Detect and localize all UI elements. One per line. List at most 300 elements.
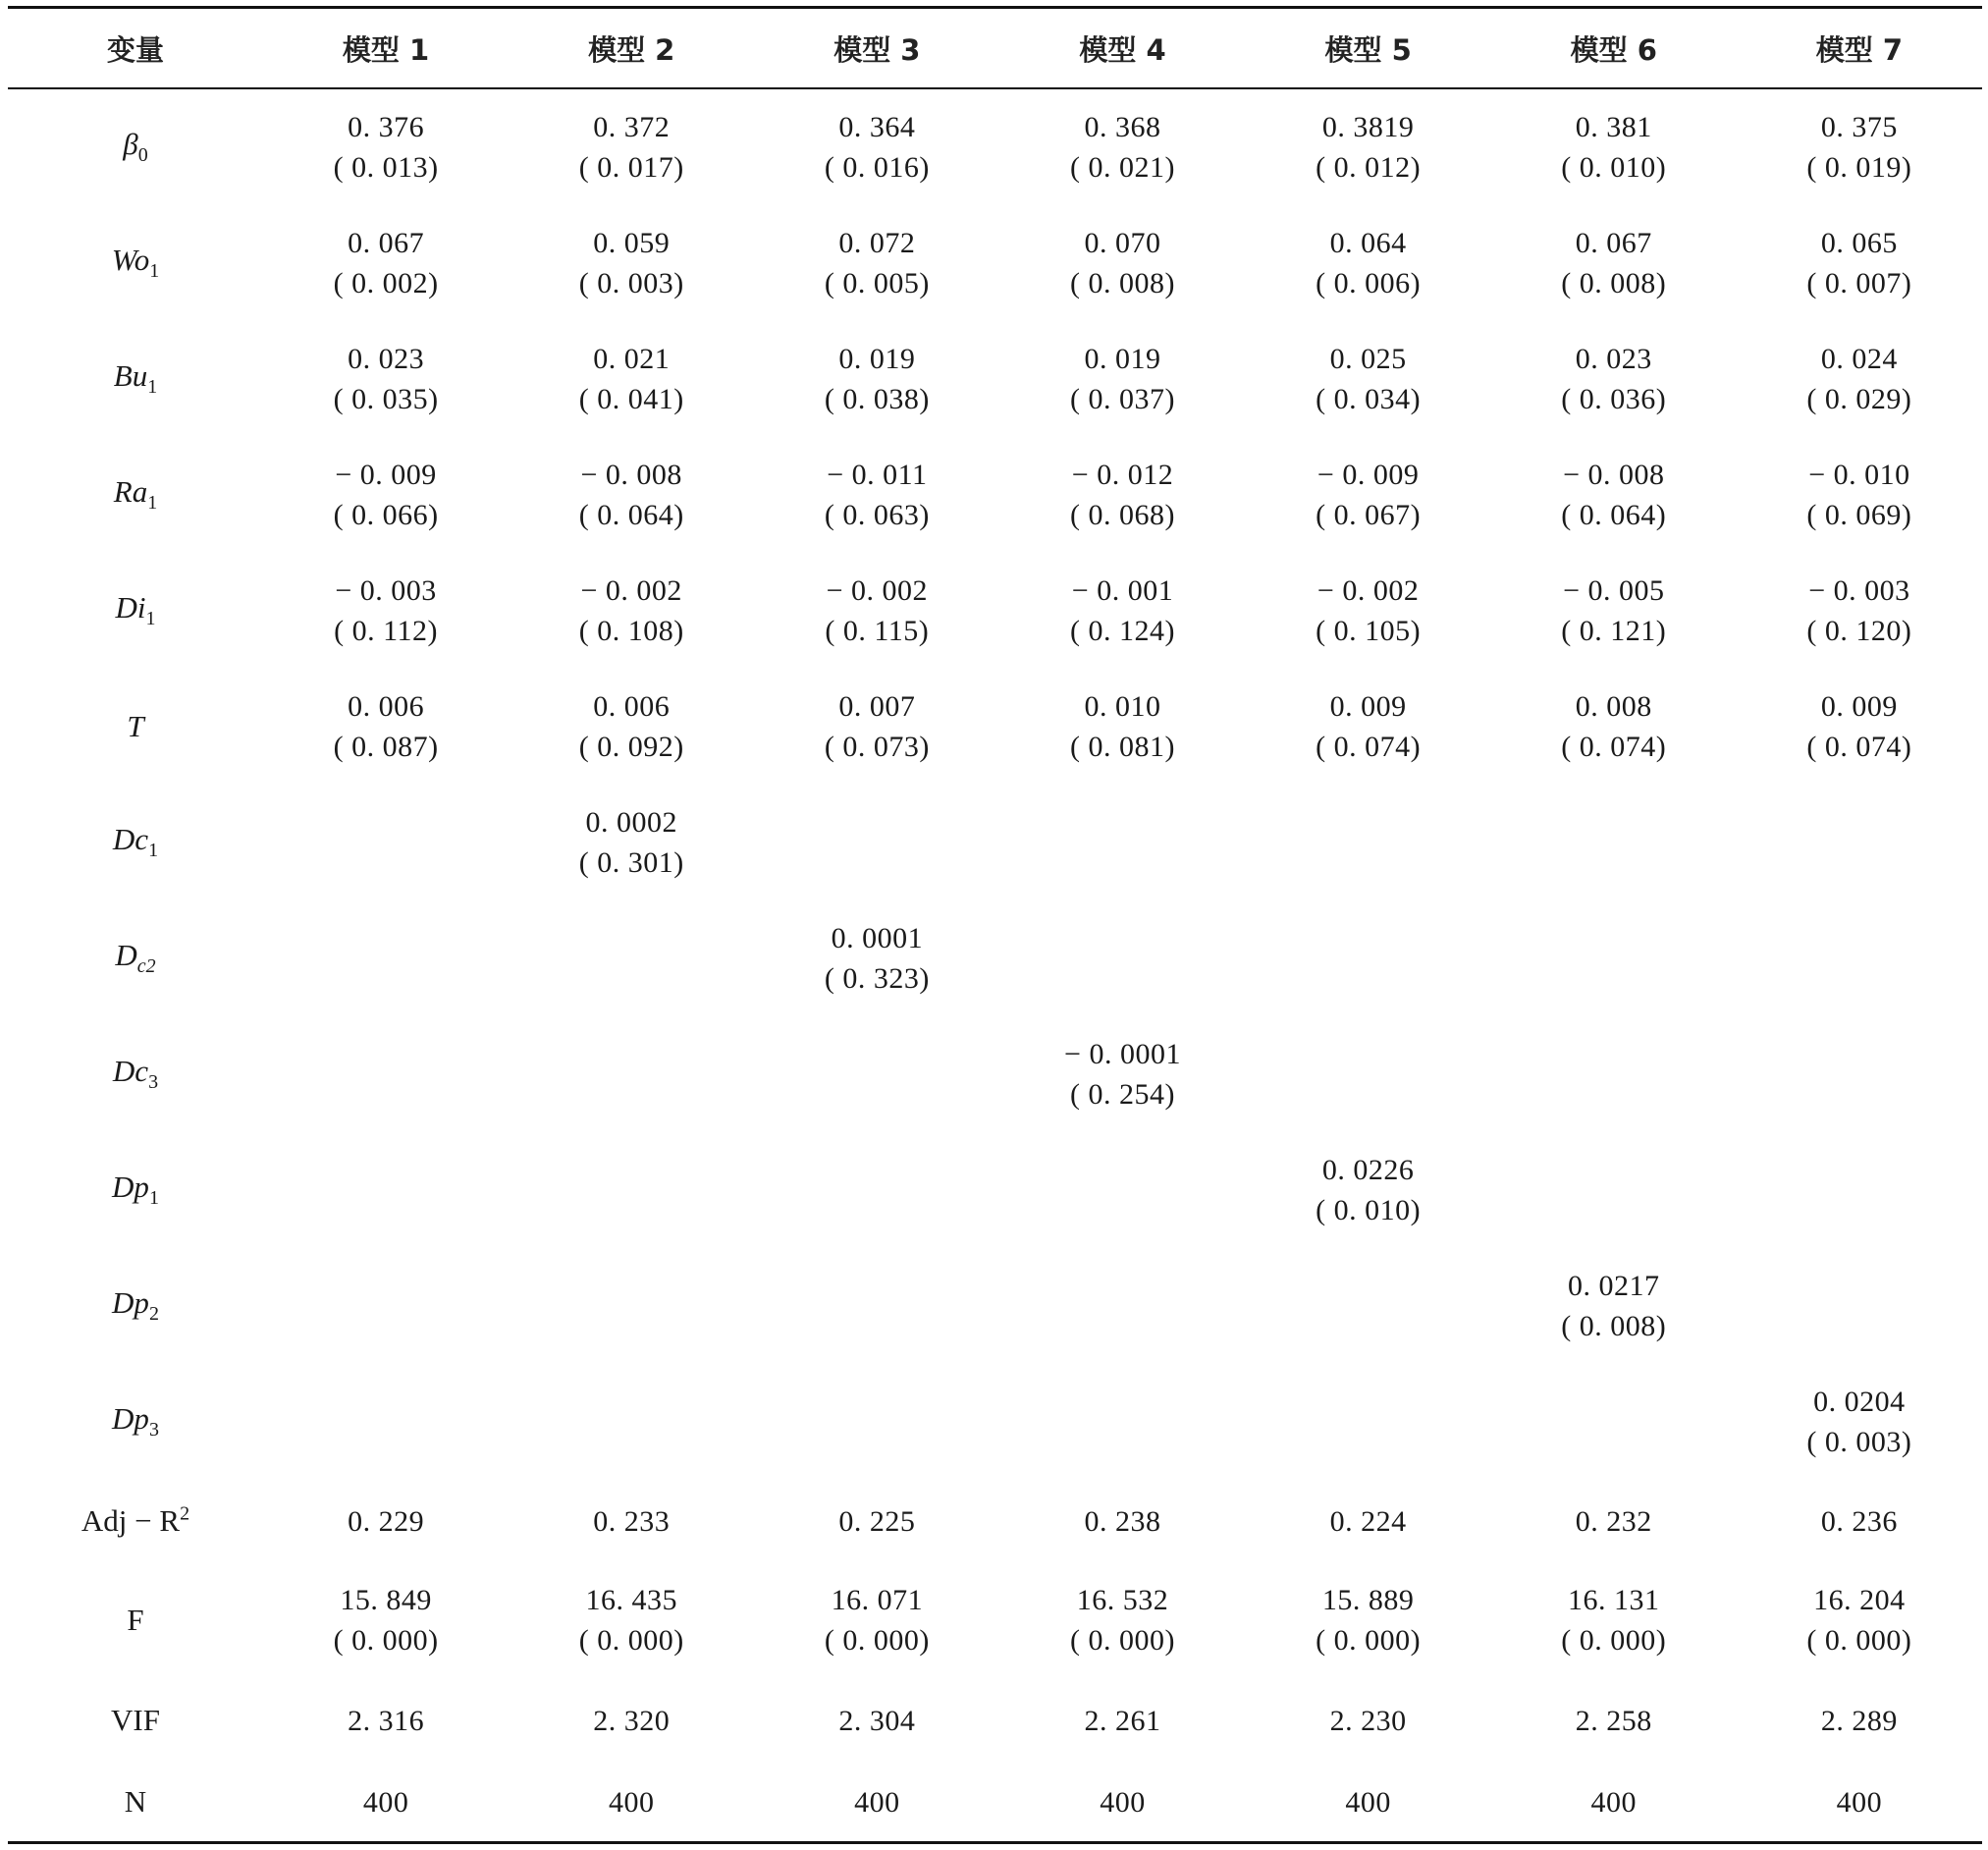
table-cell xyxy=(1737,1364,1982,1480)
table-cell xyxy=(1491,89,1737,205)
cell-value xyxy=(1246,107,1491,188)
table-cell xyxy=(263,553,509,669)
row-variable-label xyxy=(8,89,263,205)
table-cell xyxy=(509,321,754,437)
table-cell xyxy=(1491,1480,1737,1562)
cell-value xyxy=(999,1580,1245,1660)
table-cell xyxy=(999,1763,1245,1841)
table-cell xyxy=(1491,437,1737,553)
table-row xyxy=(8,1248,1982,1364)
table-cell xyxy=(754,89,999,205)
coefficient: 0. 006 xyxy=(348,690,425,723)
cell-value xyxy=(754,339,999,419)
std-error: ( 0. 041) xyxy=(578,383,684,415)
coefficient: − 0. 003 xyxy=(335,574,437,607)
std-error: ( 0. 092) xyxy=(578,731,684,763)
table-row xyxy=(8,553,1982,669)
coefficient: − 0. 002 xyxy=(1316,574,1420,607)
adj-r2-value: 0. 224 xyxy=(1329,1504,1407,1538)
cell-value xyxy=(1737,686,1982,767)
table-cell xyxy=(1491,205,1737,321)
table-row-adj-r2 xyxy=(8,1480,1982,1562)
vif-value: 2. 316 xyxy=(348,1704,425,1737)
table-row xyxy=(8,89,1982,205)
vif-value: 2. 258 xyxy=(1575,1704,1652,1737)
std-error: ( 0. 064) xyxy=(578,499,684,531)
variable-name xyxy=(115,590,156,630)
std-error: ( 0. 069) xyxy=(1806,499,1912,531)
std-error: ( 0. 017) xyxy=(578,151,684,184)
n-value: 400 xyxy=(1836,1785,1883,1819)
cell-value xyxy=(509,571,754,651)
row-variable-label xyxy=(8,321,263,437)
variable-name xyxy=(81,1503,189,1538)
row-variable-label xyxy=(8,1562,263,1678)
table-cell xyxy=(999,1016,1245,1132)
table-cell xyxy=(1491,900,1737,1016)
cell-value xyxy=(754,918,999,999)
table-cell xyxy=(754,669,999,785)
table-header xyxy=(8,9,1982,87)
vif-value: 2. 230 xyxy=(1329,1704,1407,1737)
table-cell xyxy=(1491,1016,1737,1132)
cell-value xyxy=(754,455,999,535)
table-body xyxy=(8,87,1982,1841)
row-variable-label xyxy=(8,553,263,669)
variable-subscript: 1 xyxy=(147,376,158,399)
cell-value xyxy=(263,686,509,767)
std-error: ( 0. 115) xyxy=(825,615,930,647)
coefficient: − 0. 003 xyxy=(1808,574,1910,607)
table-cell xyxy=(1737,1248,1982,1364)
header-model-5: 模型 5 xyxy=(1324,32,1412,67)
std-error: ( 0. 124) xyxy=(1070,615,1175,647)
table-cell xyxy=(263,1364,509,1480)
table-cell xyxy=(1737,1016,1982,1132)
table-cell xyxy=(1246,900,1491,1016)
cell-value xyxy=(999,339,1245,419)
coefficient: 0. 009 xyxy=(1820,690,1898,723)
row-variable-label xyxy=(8,437,263,553)
table-cell xyxy=(1737,1562,1982,1678)
vif-value: 2. 289 xyxy=(1820,1704,1898,1737)
table-cell xyxy=(263,1678,509,1763)
coefficient: 0. 072 xyxy=(838,227,916,259)
table-row-vif xyxy=(8,1678,1982,1763)
coefficient: − 0. 002 xyxy=(580,574,682,607)
row-variable-label xyxy=(8,1364,263,1480)
std-error: ( 0. 036) xyxy=(1561,383,1667,415)
table-cell xyxy=(754,437,999,553)
table-cell xyxy=(263,669,509,785)
std-error: ( 0. 067) xyxy=(1316,499,1422,531)
f-pvalue: ( 0. 000) xyxy=(824,1624,930,1657)
table-cell xyxy=(999,669,1245,785)
variable-subscript: 1 xyxy=(149,260,160,283)
cell-value xyxy=(999,223,1245,303)
cell-value xyxy=(509,455,754,535)
cell-value xyxy=(509,339,754,419)
regression-table xyxy=(8,6,1982,1844)
cell-value xyxy=(1491,455,1737,535)
coefficient: 0. 372 xyxy=(593,111,671,143)
vif-label: VIF xyxy=(111,1703,160,1737)
table-cell xyxy=(509,669,754,785)
table-cell xyxy=(263,205,509,321)
table-cell xyxy=(263,89,509,205)
table-cell xyxy=(263,1763,509,1841)
table-cell xyxy=(263,785,509,900)
table-cell xyxy=(1246,321,1491,437)
f-value: 15. 849 xyxy=(340,1584,432,1616)
cell-value xyxy=(999,455,1245,535)
table-cell xyxy=(1491,1562,1737,1678)
vif-value: 2. 261 xyxy=(1084,1704,1161,1737)
std-error: ( 0. 016) xyxy=(824,151,930,184)
table-cell xyxy=(1246,1016,1491,1132)
table-cell xyxy=(999,1678,1245,1763)
std-error: ( 0. 323) xyxy=(824,962,930,995)
coefficient: − 0. 005 xyxy=(1563,574,1665,607)
coefficient: 0. 368 xyxy=(1084,111,1161,143)
f-value: 15. 889 xyxy=(1321,1584,1415,1616)
table-cell xyxy=(509,1364,754,1480)
table-row xyxy=(8,437,1982,553)
coefficient: 0. 0204 xyxy=(1813,1386,1906,1418)
coefficient: − 0. 011 xyxy=(827,459,928,491)
variable-symbol: Dp xyxy=(112,1401,149,1437)
variable-name xyxy=(123,127,148,167)
table-cell xyxy=(999,1248,1245,1364)
coefficient: 0. 023 xyxy=(348,343,425,375)
cell-value xyxy=(509,1580,754,1660)
table-cell xyxy=(263,1016,509,1132)
table-cell xyxy=(1491,1248,1737,1364)
std-error: ( 0. 007) xyxy=(1806,267,1912,299)
table-cell xyxy=(263,321,509,437)
std-error: ( 0. 013) xyxy=(333,151,439,184)
table-cell xyxy=(1246,1248,1491,1364)
std-error: ( 0. 301) xyxy=(578,846,684,879)
cell-value xyxy=(1491,571,1737,651)
header-model-6: 模型 6 xyxy=(1570,32,1657,67)
std-error: ( 0. 035) xyxy=(333,383,439,415)
variable-subscript: 3 xyxy=(148,1419,159,1442)
cell-value xyxy=(754,686,999,767)
table-row xyxy=(8,900,1982,1016)
table-cell xyxy=(999,1132,1245,1248)
table-cell xyxy=(1246,205,1491,321)
variable-subscript: 1 xyxy=(145,608,156,630)
cell-value xyxy=(1737,339,1982,419)
cell-value xyxy=(1737,1382,1982,1462)
table-cell xyxy=(1246,1364,1491,1480)
coefficient: 0. 0226 xyxy=(1321,1154,1415,1186)
variable-symbol: Wo xyxy=(111,243,150,278)
table-cell xyxy=(754,1248,999,1364)
cell-value xyxy=(1491,1266,1737,1346)
table-cell xyxy=(999,1364,1245,1480)
table-cell xyxy=(999,1562,1245,1678)
coefficient: 0. 024 xyxy=(1820,343,1898,375)
table-cell xyxy=(1491,669,1737,785)
std-error: ( 0. 010) xyxy=(1561,151,1667,184)
coefficient: 0. 0002 xyxy=(585,806,677,839)
table-cell xyxy=(509,1480,754,1562)
table-cell xyxy=(1737,669,1982,785)
table-cell xyxy=(263,1248,509,1364)
std-error: ( 0. 008) xyxy=(1070,267,1175,299)
coefficient: 0. 375 xyxy=(1820,111,1898,143)
row-variable-label xyxy=(8,669,263,785)
header-model-7: 模型 7 xyxy=(1815,32,1904,67)
std-error: ( 0. 074) xyxy=(1806,731,1912,763)
coefficient: − 0. 002 xyxy=(826,574,929,607)
table-cell xyxy=(509,1016,754,1132)
cell-value xyxy=(754,571,999,651)
variable-symbol: D xyxy=(115,938,137,973)
coefficient: − 0. 008 xyxy=(1563,459,1665,491)
n-value: 400 xyxy=(1590,1785,1638,1819)
cell-value xyxy=(509,223,754,303)
coefficient: 0. 006 xyxy=(593,690,671,723)
cell-value xyxy=(1737,107,1982,188)
n-value: 400 xyxy=(362,1785,409,1819)
coefficient: 0. 3819 xyxy=(1321,111,1415,143)
table-cell xyxy=(999,1480,1245,1562)
std-error: ( 0. 068) xyxy=(1070,499,1175,531)
coefficient: − 0. 009 xyxy=(1316,459,1420,491)
table-cell xyxy=(999,437,1245,553)
coefficient: 0. 019 xyxy=(838,343,916,375)
vif-value: 2. 320 xyxy=(593,1704,671,1737)
table-cell xyxy=(509,1132,754,1248)
variable-name xyxy=(112,1054,159,1094)
cell-value xyxy=(263,1580,509,1660)
std-error: ( 0. 003) xyxy=(578,267,684,299)
table-cell xyxy=(1491,553,1737,669)
table-row xyxy=(8,785,1982,900)
table-cell xyxy=(754,1562,999,1678)
cell-value xyxy=(509,686,754,767)
variable-symbol: Ra xyxy=(113,474,148,510)
table-cell xyxy=(999,321,1245,437)
coefficient: 0. 067 xyxy=(1575,227,1652,259)
coefficient: − 0. 008 xyxy=(580,459,682,491)
coefficient: 0. 065 xyxy=(1820,227,1898,259)
variable-symbol: Bu xyxy=(113,358,148,394)
variable-name xyxy=(112,1285,159,1326)
std-error: ( 0. 034) xyxy=(1316,383,1422,415)
cell-value xyxy=(1737,223,1982,303)
bottom-rule xyxy=(8,1841,1982,1844)
table-cell xyxy=(509,1763,754,1841)
table-cell xyxy=(1491,1132,1737,1248)
variable-subscript: 2 xyxy=(148,1303,159,1326)
table-cell xyxy=(263,1480,509,1562)
results-table xyxy=(8,9,1982,1841)
table-row xyxy=(8,1364,1982,1480)
variable-symbol: Di xyxy=(115,590,146,626)
row-variable-label xyxy=(8,1132,263,1248)
coefficient: 0. 007 xyxy=(838,690,916,723)
cell-value xyxy=(263,455,509,535)
std-error: ( 0. 019) xyxy=(1806,151,1912,184)
cell-value xyxy=(999,571,1245,651)
variable-name xyxy=(127,709,143,743)
adj-r2-value: 0. 236 xyxy=(1820,1504,1898,1538)
cell-value xyxy=(1737,1580,1982,1660)
coefficient: 0. 070 xyxy=(1084,227,1161,259)
cell-value xyxy=(1491,339,1737,419)
cell-value xyxy=(999,1034,1245,1115)
row-variable-label xyxy=(8,205,263,321)
f-pvalue: ( 0. 000) xyxy=(1316,1624,1422,1657)
header-variable: 变量 xyxy=(106,32,164,67)
table-row-n xyxy=(8,1763,1982,1841)
table-cell xyxy=(1737,553,1982,669)
variable-symbol: β xyxy=(123,127,138,162)
f-value: 16. 532 xyxy=(1076,1584,1169,1616)
table-cell xyxy=(754,785,999,900)
std-error: ( 0. 081) xyxy=(1070,731,1175,763)
cell-value xyxy=(1491,107,1737,188)
table-cell xyxy=(1491,1763,1737,1841)
f-pvalue: ( 0. 000) xyxy=(578,1624,684,1657)
cell-value xyxy=(263,339,509,419)
cell-value xyxy=(1246,455,1491,535)
table-cell xyxy=(754,1678,999,1763)
variable-name xyxy=(111,243,160,283)
coefficient: 0. 381 xyxy=(1575,111,1652,143)
header-model-4: 模型 4 xyxy=(1079,32,1166,67)
table-cell xyxy=(509,785,754,900)
coefficient: 0. 010 xyxy=(1084,690,1161,723)
table-cell xyxy=(509,553,754,669)
table-cell xyxy=(999,785,1245,900)
table-row-f xyxy=(8,1562,1982,1678)
std-error: ( 0. 029) xyxy=(1806,383,1912,415)
table-row xyxy=(8,1132,1982,1248)
header-model-3: 模型 3 xyxy=(833,32,921,67)
table-cell xyxy=(509,89,754,205)
variable-symbol: Dp xyxy=(112,1170,149,1205)
std-error: ( 0. 105) xyxy=(1316,615,1422,647)
cell-value xyxy=(263,571,509,651)
variable-name xyxy=(112,822,159,862)
std-error: ( 0. 064) xyxy=(1561,499,1667,531)
coefficient: 0. 008 xyxy=(1575,690,1652,723)
std-error: ( 0. 002) xyxy=(333,267,439,299)
variable-symbol: Dc xyxy=(112,1054,149,1089)
variable-name xyxy=(112,1401,159,1442)
f-label: F xyxy=(127,1603,144,1637)
header-model-1: 模型 1 xyxy=(342,32,430,67)
std-error: ( 0. 021) xyxy=(1070,151,1175,184)
table-cell xyxy=(1491,1364,1737,1480)
table-cell xyxy=(263,437,509,553)
vif-value: 2. 304 xyxy=(838,1704,916,1737)
table-cell xyxy=(754,321,999,437)
n-label: N xyxy=(124,1784,147,1819)
table-cell xyxy=(1246,669,1491,785)
table-row xyxy=(8,1016,1982,1132)
variable-subscript: 3 xyxy=(148,1071,159,1094)
f-pvalue: ( 0. 000) xyxy=(1806,1624,1912,1657)
adj-r2-value: 0. 238 xyxy=(1084,1504,1161,1538)
variable-symbol: Dc xyxy=(112,822,149,857)
cell-value xyxy=(999,686,1245,767)
cell-value xyxy=(1246,571,1491,651)
variable-name xyxy=(112,1170,159,1210)
std-error: ( 0. 120) xyxy=(1806,615,1912,647)
f-pvalue: ( 0. 000) xyxy=(1561,1624,1667,1657)
coefficient: 0. 059 xyxy=(593,227,671,259)
f-value: 16. 131 xyxy=(1568,1584,1660,1616)
std-error: ( 0. 087) xyxy=(333,731,439,763)
table-cell xyxy=(754,1480,999,1562)
std-error: ( 0. 074) xyxy=(1316,731,1422,763)
table-cell xyxy=(1246,553,1491,669)
row-variable-label xyxy=(8,1678,263,1763)
table-cell xyxy=(1246,1678,1491,1763)
coefficient: 0. 067 xyxy=(348,227,425,259)
cell-value xyxy=(1737,571,1982,651)
std-error: ( 0. 006) xyxy=(1316,267,1422,299)
cell-value xyxy=(509,802,754,883)
cell-value xyxy=(1246,223,1491,303)
row-variable-label xyxy=(8,900,263,1016)
table-cell xyxy=(754,1016,999,1132)
coefficient: 0. 021 xyxy=(593,343,671,375)
table-cell xyxy=(754,900,999,1016)
coefficient: 0. 025 xyxy=(1329,343,1407,375)
n-value: 400 xyxy=(1345,1785,1391,1819)
cell-value xyxy=(1246,686,1491,767)
f-pvalue: ( 0. 000) xyxy=(1070,1624,1175,1657)
table-cell xyxy=(1737,1678,1982,1763)
row-variable-label xyxy=(8,1480,263,1562)
table-cell xyxy=(1737,900,1982,1016)
std-error: ( 0. 037) xyxy=(1070,383,1175,415)
std-error: ( 0. 012) xyxy=(1316,151,1422,184)
table-cell xyxy=(999,900,1245,1016)
table-cell xyxy=(1737,205,1982,321)
coefficient: − 0. 0001 xyxy=(1064,1038,1181,1070)
cell-value xyxy=(754,1580,999,1660)
table-cell xyxy=(1737,785,1982,900)
coefficient: 0. 009 xyxy=(1329,690,1407,723)
cell-value xyxy=(1491,223,1737,303)
table-cell xyxy=(1491,785,1737,900)
table-cell xyxy=(754,1763,999,1841)
variable-subscript: c2 xyxy=(136,955,156,978)
variable-subscript: 0 xyxy=(137,144,148,167)
adj-r2-sup: 2 xyxy=(180,1502,190,1525)
cell-value xyxy=(1491,686,1737,767)
std-error: ( 0. 003) xyxy=(1806,1426,1912,1458)
std-error: ( 0. 038) xyxy=(824,383,930,415)
std-error: ( 0. 063) xyxy=(824,499,930,531)
coefficient: 0. 0001 xyxy=(831,922,924,954)
coefficient: 0. 364 xyxy=(838,111,916,143)
n-value: 400 xyxy=(854,1785,900,1819)
coefficient: − 0. 012 xyxy=(1071,459,1174,491)
f-value: 16. 204 xyxy=(1813,1584,1906,1616)
cell-value xyxy=(754,107,999,188)
cell-value xyxy=(1246,1580,1491,1660)
table-cell xyxy=(1737,1132,1982,1248)
